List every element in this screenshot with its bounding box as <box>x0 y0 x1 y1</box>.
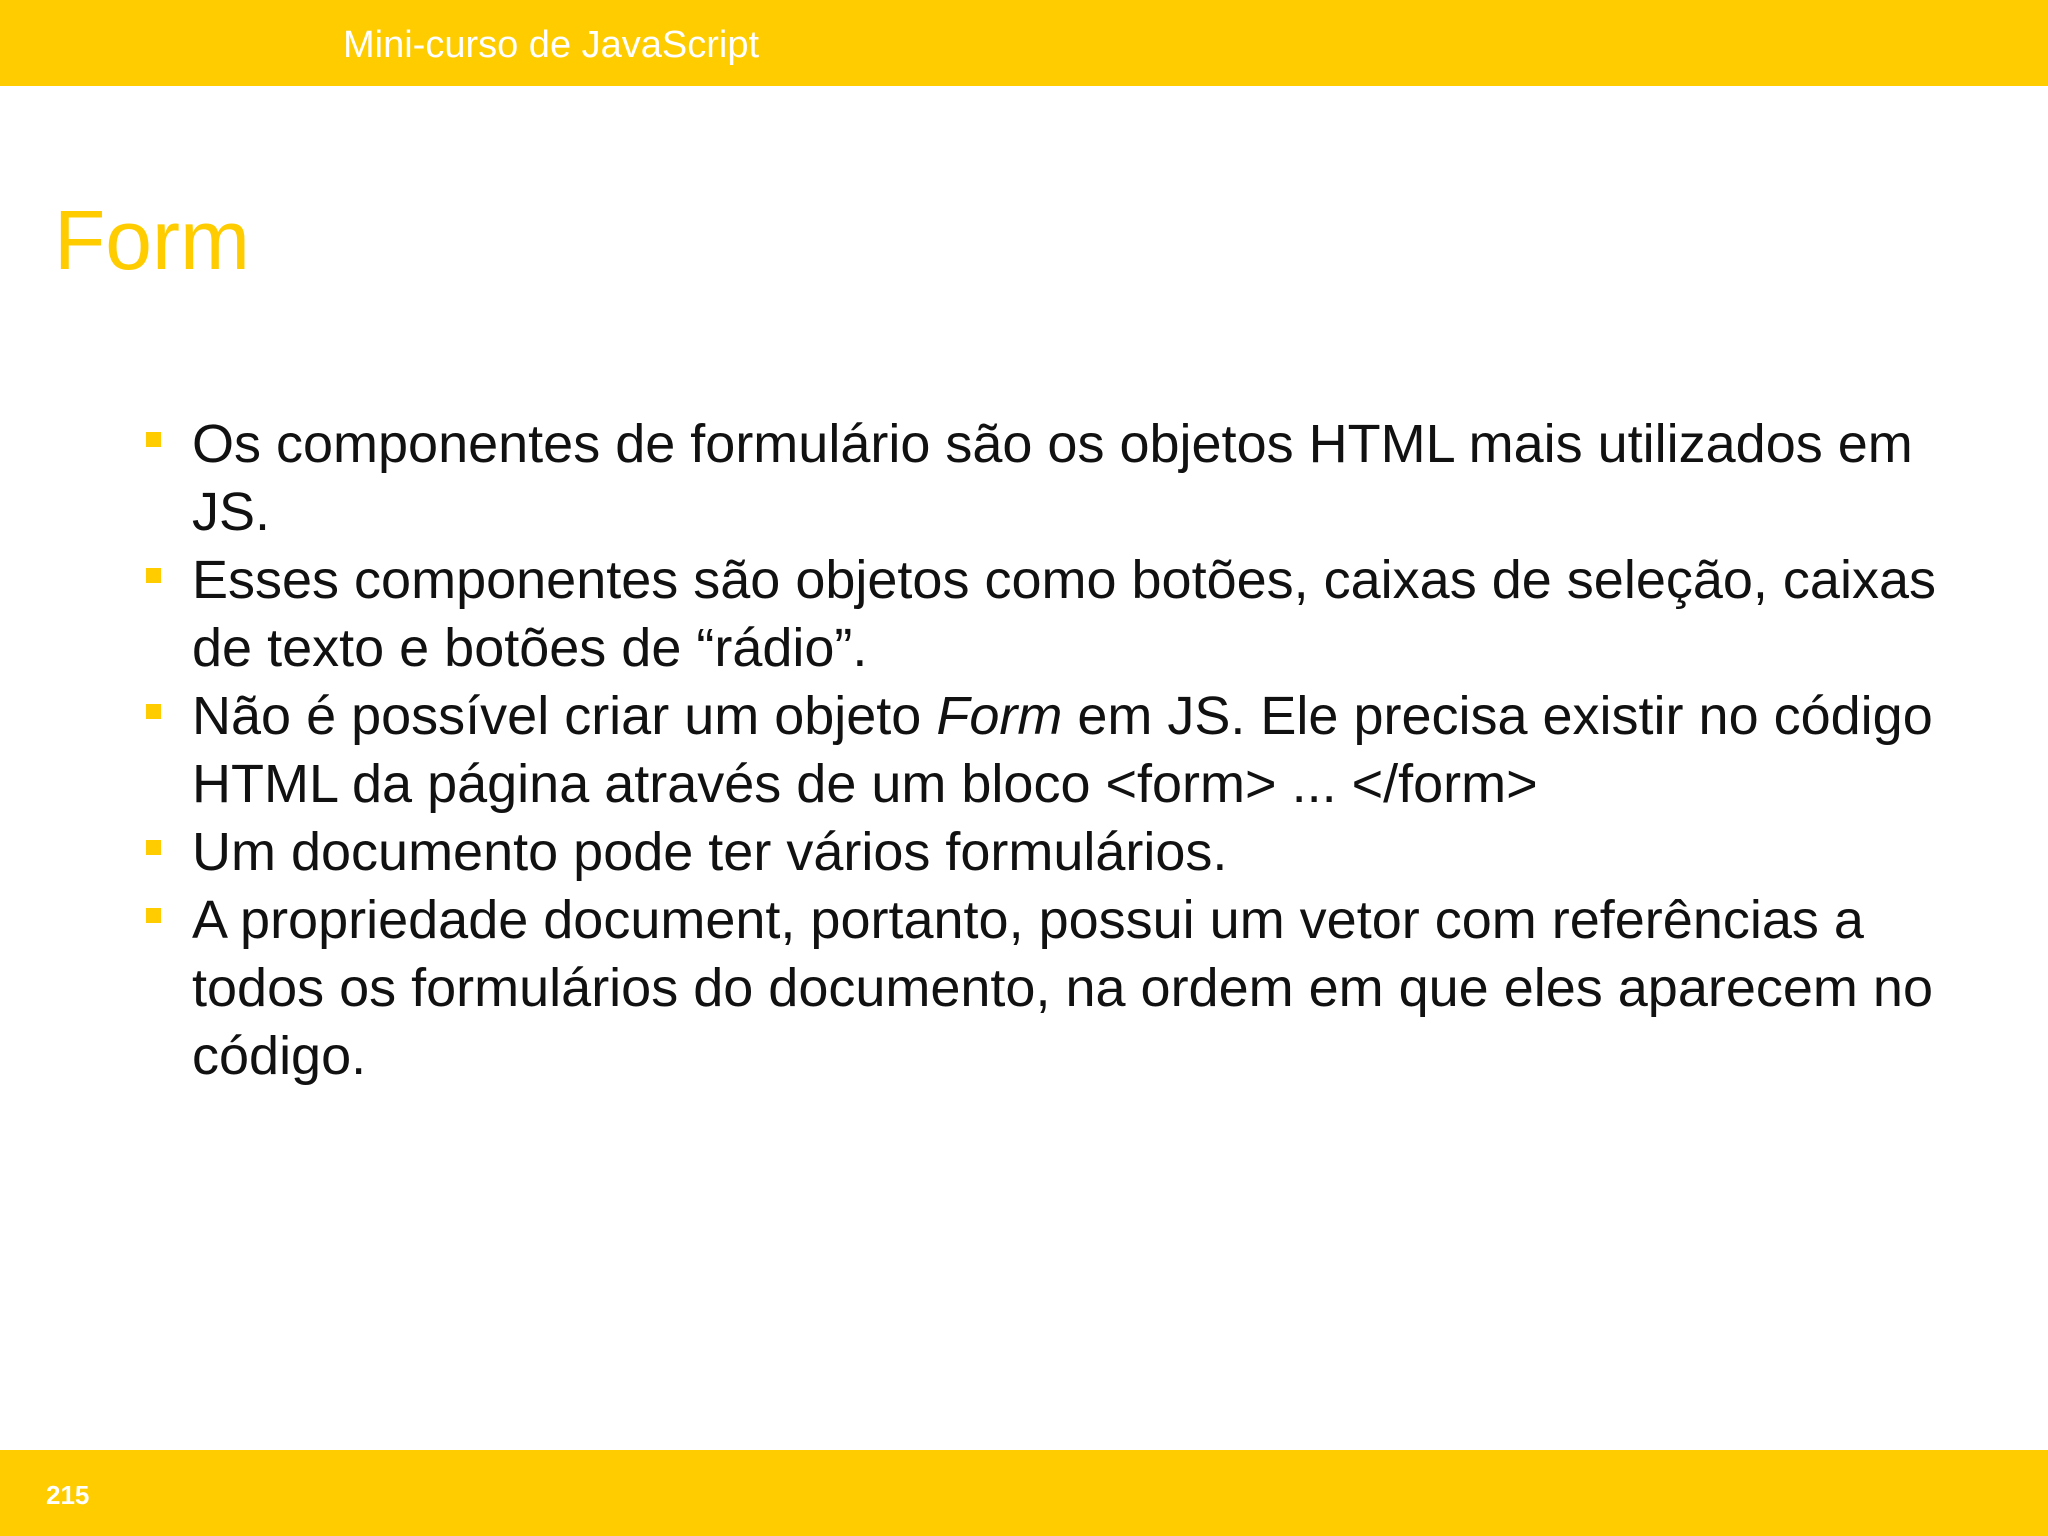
bullet-text-part: Não é possível criar um objeto <box>192 686 937 746</box>
bullet-text-emphasis: Form <box>936 686 1063 746</box>
footer-bar <box>0 1450 2048 1536</box>
bullet-text <box>192 686 1933 814</box>
bullet-square-icon <box>146 840 161 855</box>
bullet-item <box>140 818 1940 886</box>
bullet-item <box>140 546 1940 682</box>
bullet-item <box>140 410 1940 546</box>
slide-title: Form <box>54 193 250 287</box>
bullet-list <box>140 410 1940 1090</box>
bullet-text: Um documento pode ter vários formulários. <box>192 822 1228 882</box>
bullet-square-icon <box>146 908 161 923</box>
course-title: Mini-curso de JavaScript <box>343 24 760 66</box>
bullet-text: Os componentes de formulário são os objetos HTML mais utilizados em JS. <box>192 414 1913 542</box>
bullet-square-icon <box>146 432 161 447</box>
bullet-square-icon <box>146 704 161 719</box>
bullet-square-icon <box>146 568 161 583</box>
header-bar <box>0 0 2048 86</box>
bullet-text: Esses componentes são objetos como botões, caixas de seleção, caixas de texto e botões de “rádio”. <box>192 550 1936 678</box>
bullet-item <box>140 682 1940 818</box>
bullet-text-part: em JS. Ele precisa existir no código HTML da página através de um bloco <form> ... </form> <box>192 686 1933 814</box>
page-number: 215 <box>46 1480 90 1510</box>
bullet-text: A propriedade document, portanto, possui um vetor com referências a todos os formulários do documento, na ordem em que eles aparecem no código. <box>192 890 1933 1086</box>
bullet-item <box>140 886 1940 1090</box>
